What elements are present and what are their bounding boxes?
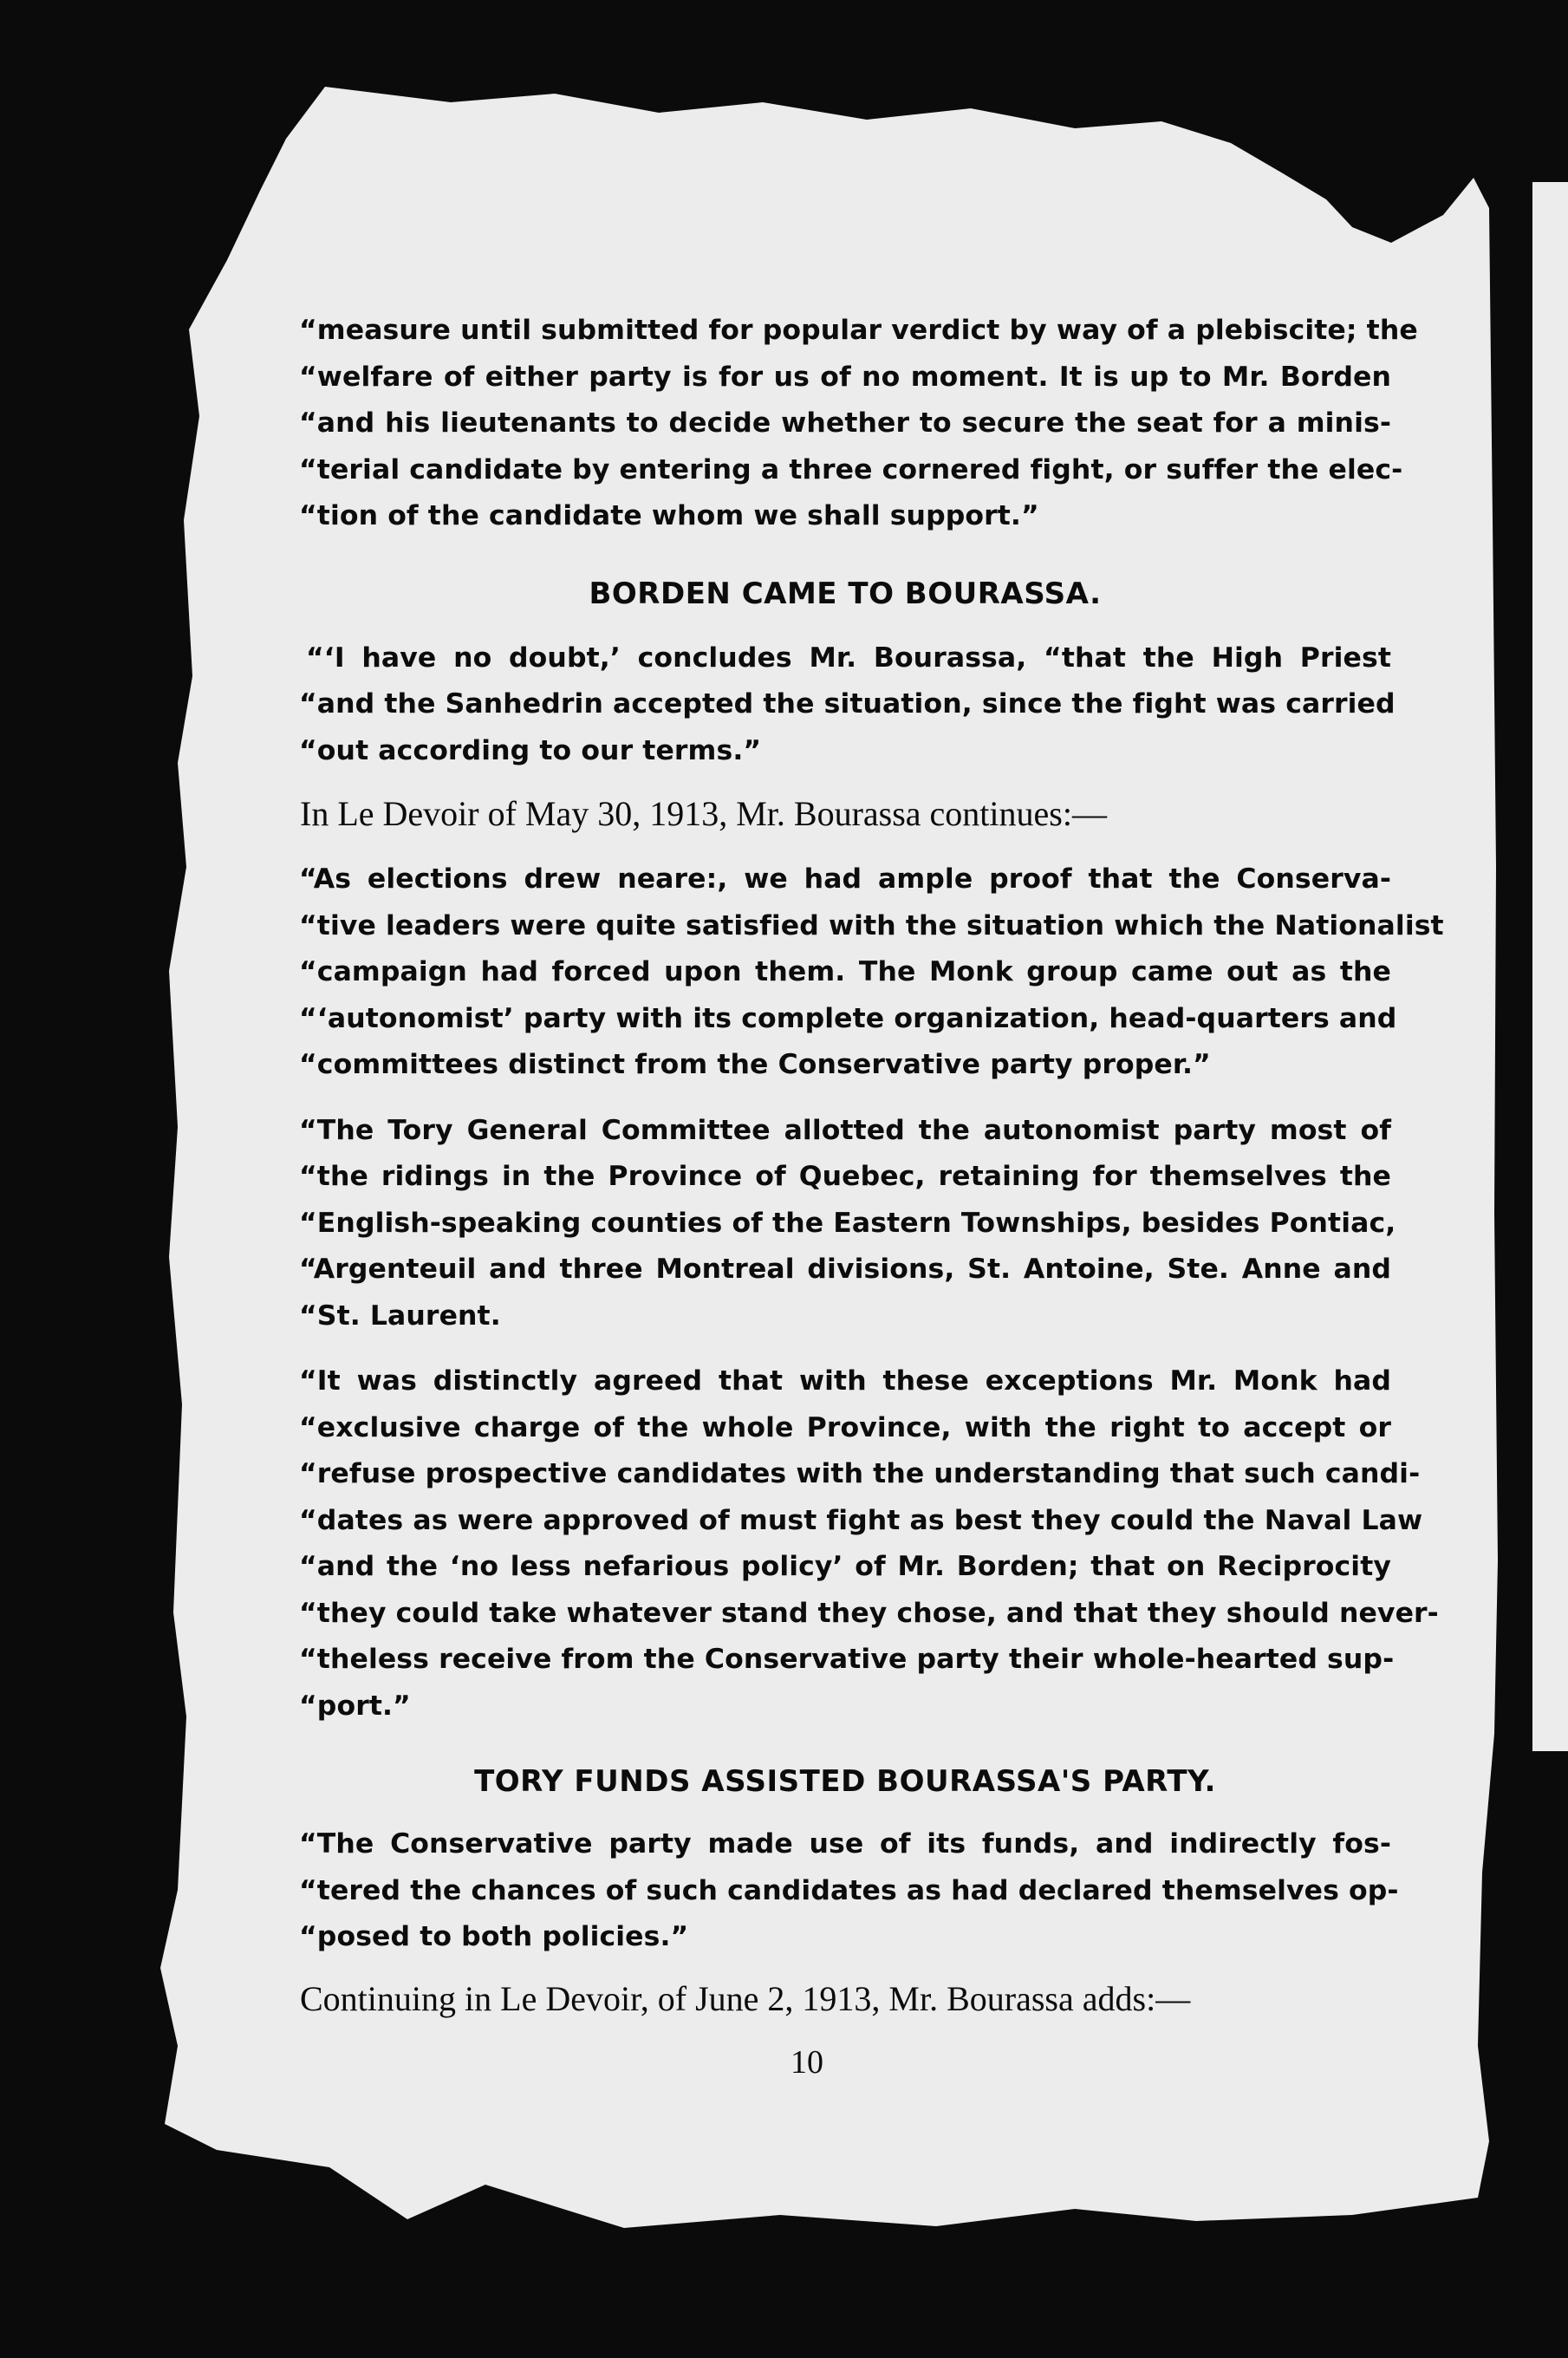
text-line: “posed to both policies.” bbox=[299, 1921, 689, 1952]
section-heading-tory-funds: TORY FUNDS ASSISTED BOURASSA'S PARTY. bbox=[474, 1764, 1216, 1799]
text-line: “the ridings in the Province of Quebec, retaining for themselves the bbox=[299, 1161, 1391, 1192]
quote-paragraph-elections bbox=[299, 857, 1444, 1089]
text-line: “It was distinctly agreed that with these exceptions Mr. Monk had bbox=[299, 1365, 1391, 1397]
text-line: “refuse prospective candidates with the understanding that such candi- bbox=[299, 1458, 1421, 1489]
intro-line-may-30: In Le Devoir of May 30, 1913, Mr. Bourassa continues:— bbox=[300, 794, 1107, 833]
text-line: “welfare of either party is for us of no moment. It is up to Mr. Borden bbox=[299, 361, 1391, 393]
text-line: “terial candidate by entering a three cornered fight, or suffer the elec- bbox=[299, 453, 1403, 485]
quote-paragraph-tory-committee bbox=[299, 1108, 1396, 1340]
text-line: “The Tory General Committee allotted the autonomist party most of bbox=[299, 1114, 1391, 1146]
text-line: “and the Sanhedrin accepted the situation, since the fight was carried bbox=[299, 688, 1396, 720]
text-line: “campaign had forced upon them. The Monk group came out as the bbox=[299, 956, 1391, 987]
quote-paragraph-monk-agreement bbox=[299, 1358, 1439, 1729]
text-line: “out according to our terms.” bbox=[299, 734, 762, 766]
text-line: “dates as were approved of must fight as best they could the Naval Law bbox=[299, 1504, 1423, 1536]
intro-line-june-2: Continuing in Le Devoir, of June 2, 1913, Mr. Bourassa adds:— bbox=[300, 1978, 1191, 2018]
text-line: “they could take whatever stand they chose, and that they should never- bbox=[299, 1597, 1439, 1629]
text-line: “exclusive charge of the whole Province, with the right to accept or bbox=[299, 1411, 1391, 1443]
text-line: “English-speaking counties of the Eastern Townships, besides Pontiac, bbox=[299, 1207, 1396, 1239]
text-line: “tered the chances of such candidates as had declared themselves op- bbox=[299, 1874, 1399, 1906]
adjacent-page-edge bbox=[1532, 182, 1568, 1751]
text-line: “port.” bbox=[299, 1690, 411, 1722]
text-line: “tive leaders were quite satisfied with the situation which the Nationalist bbox=[299, 909, 1444, 941]
quote-paragraph-plebiscite bbox=[299, 308, 1418, 540]
text-line: “tion of the candidate whom we shall support.” bbox=[299, 500, 1039, 531]
text-line: “The Conservative party made use of its funds, and indirectly fos- bbox=[299, 1828, 1391, 1860]
text-line: “and the ‘no less nefarious policy’ of Mr. Borden; that on Reciprocity bbox=[299, 1551, 1391, 1582]
quote-paragraph-conservative-funds bbox=[299, 1821, 1399, 1961]
text-line: “‘autonomist’ party with its complete organization, head-quarters and bbox=[299, 1002, 1397, 1034]
text-line: “Argenteuil and three Montreal divisions, St. Antoine, Ste. Anne and bbox=[299, 1254, 1391, 1285]
text-line: “theless receive from the Conservative party their whole-hearted sup- bbox=[299, 1644, 1395, 1675]
page-text bbox=[299, 308, 1444, 2081]
text-line: “and his lieutenants to decide whether to secure the seat for a minis- bbox=[299, 407, 1391, 439]
page-number: 10 bbox=[791, 2043, 823, 2081]
text-line: “measure until submitted for popular verdict by way of a plebiscite; the bbox=[299, 315, 1418, 346]
section-heading-borden: BORDEN CAME TO BOURASSA. bbox=[589, 576, 1102, 611]
quote-paragraph-high-priest bbox=[299, 635, 1396, 775]
text-line: “committees distinct from the Conservative party proper.” bbox=[299, 1049, 1211, 1080]
text-line: “As elections drew neare:, we had ample proof that the Conserva- bbox=[299, 863, 1391, 895]
text-line: “St. Laurent. bbox=[299, 1300, 501, 1332]
text-line: “‘I have no doubt,’ concludes Mr. Bourassa, “that the High Priest bbox=[306, 642, 1391, 674]
